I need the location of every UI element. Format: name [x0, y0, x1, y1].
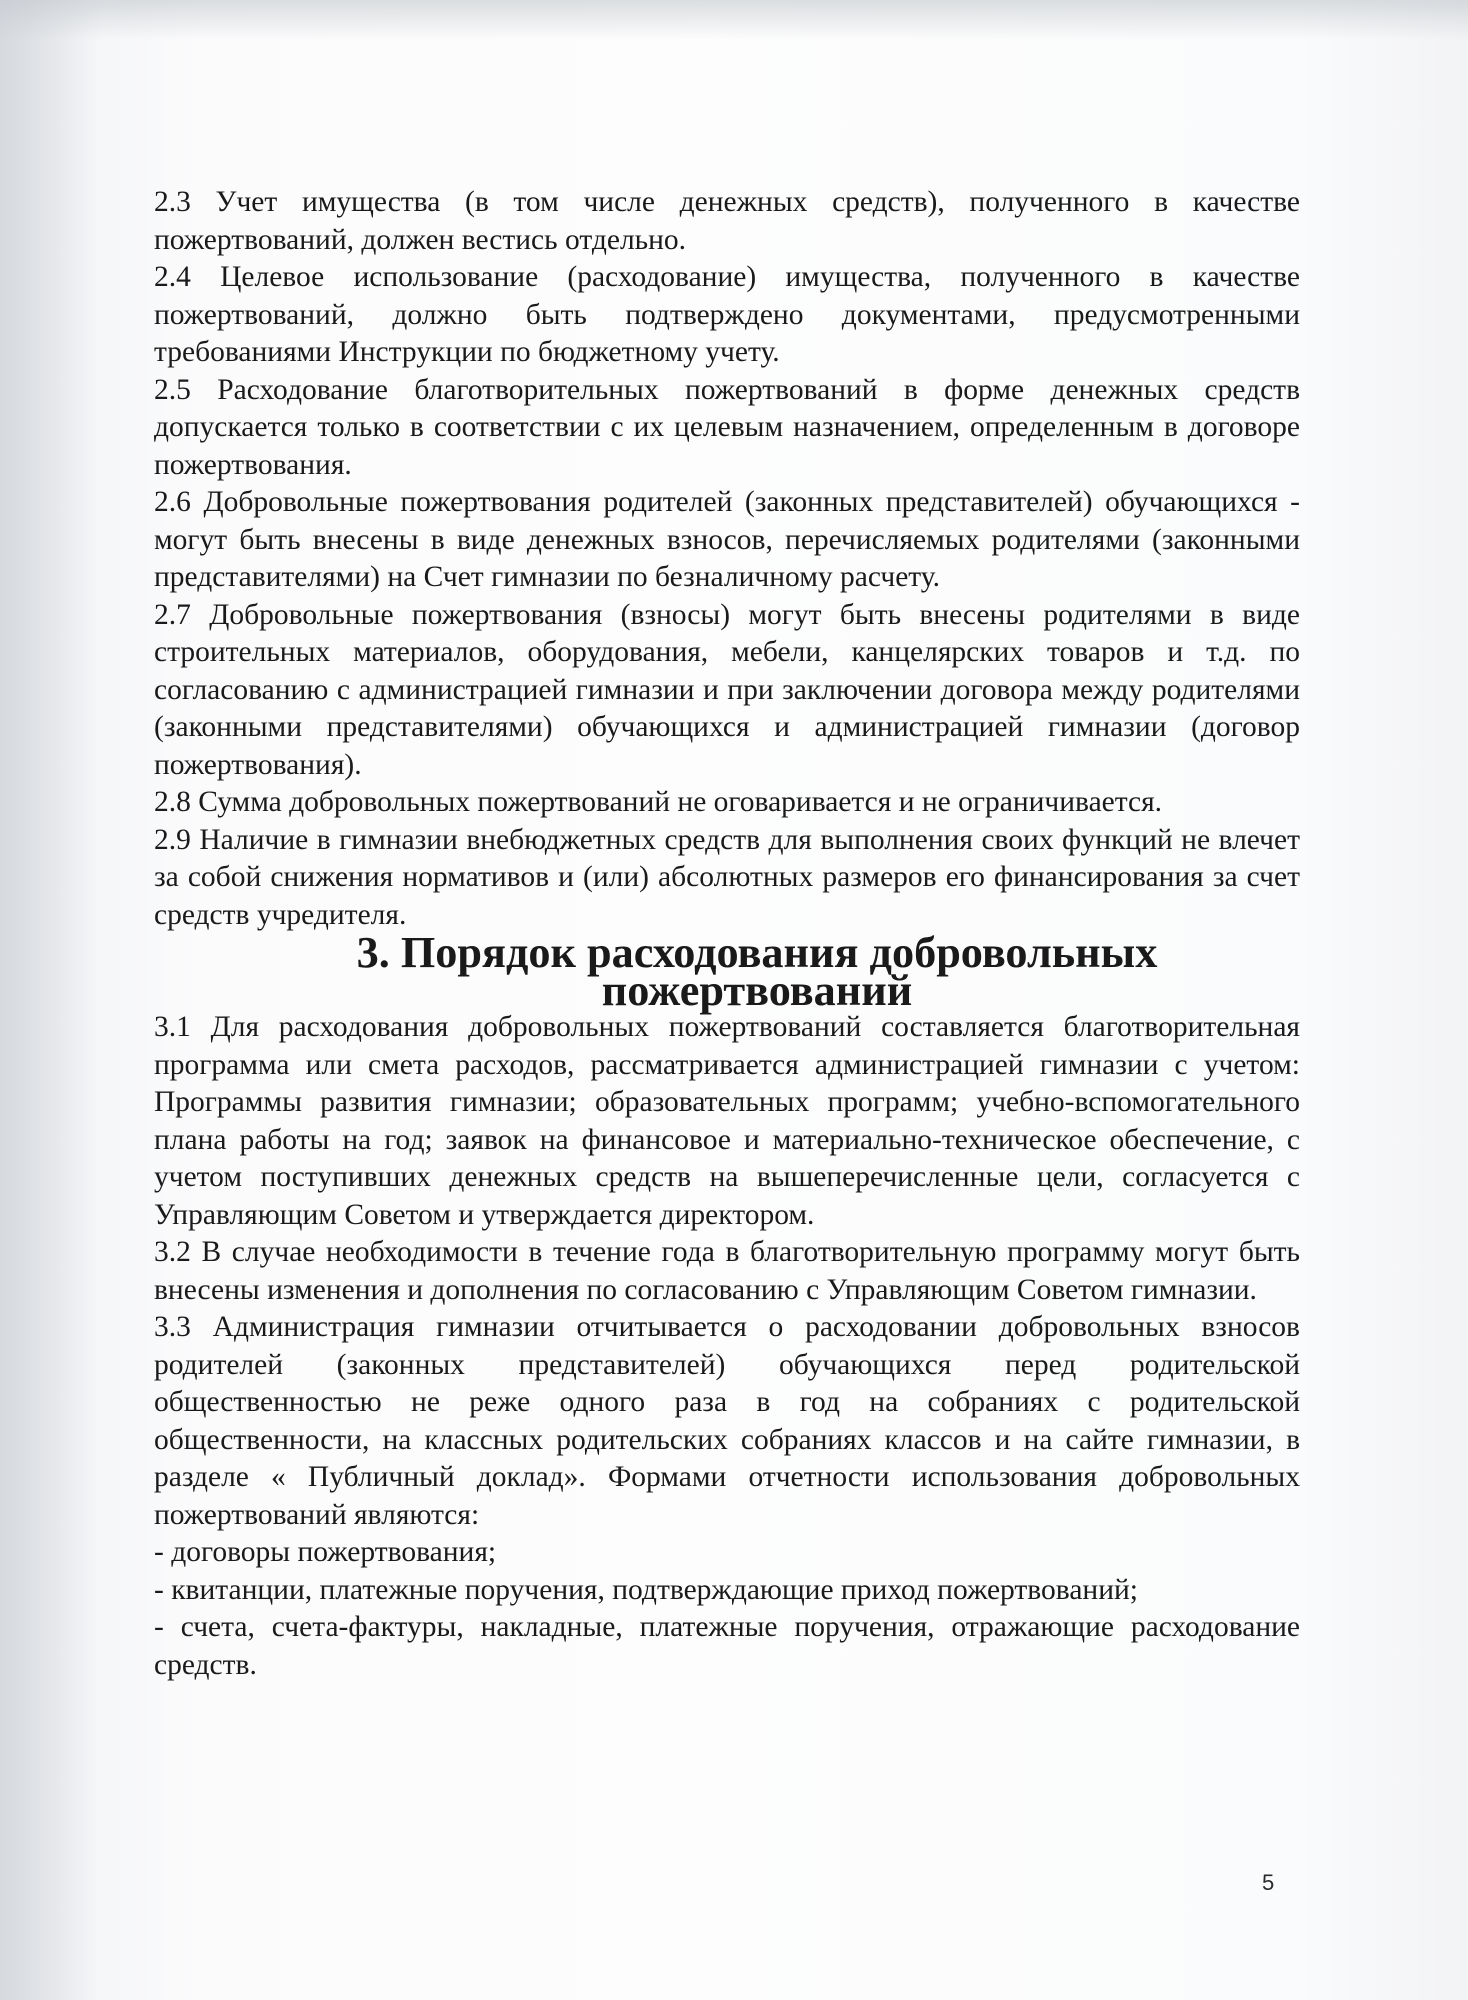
paragraph-2-7: 2.7 Добровольные пожертвования (взносы) могут быть внесены родителями в виде строительных материалов, оборудования, мебели, канцелярских товаров и т.д. по согласованию с администрацией гимназии и при заключении договора между родителями (законными представителями) обучающихся и администрацией гимназии (договор пожертвования).: [154, 598, 1300, 781]
paragraph-2-4: 2.4 Целевое использование (расходование) имущества, полученного в качестве пожертвований, должно быть подтверждено документами, предусмотренными требованиями Инструкции по бюджетному учету.: [154, 261, 1300, 368]
scan-top-shadow: [0, 0, 1468, 40]
document-body: [154, 184, 1300, 1684]
paragraph-2-3: 2.3 Учет имущества (в том числе денежных средств), полученного в качестве пожертвований, должен вестись отдельно.: [154, 186, 1300, 256]
paragraph-2-5: 2.5 Расходование благотворительных пожертвований в форме денежных средств допускается только в соответствии с их целевым назначением, определенным в договоре пожертвования.: [154, 373, 1300, 481]
list-item-invoices: - счета, счета-фактуры, накладные, платежные поручения, отражающие расходование средств.: [154, 1611, 1300, 1681]
paragraph-2-6: 2.6 Добровольные пожертвования родителей (законных представителей) обучающихся - могут быть внесены в виде денежных взносов, перечисляемых родителями (законными представителями) на Счет гимназии по безналичному расчету.: [154, 486, 1300, 593]
list-item-receipts: - квитанции, платежные поручения, подтверждающие приход пожертвований;: [154, 1573, 1138, 1606]
paragraph-2-9: 2.9 Наличие в гимназии внебюджетных средств для выполнения своих функций не влечет за собой снижения нормативов и (или) абсолютных размеров его финансирования за счет средств учредителя.: [154, 823, 1300, 931]
paragraph-3-2: 3.2 В случае необходимости в течение года в благотворительную программу могут быть внесены изменения и дополнения по согласованию с Управляющим Советом гимназии.: [154, 1236, 1300, 1306]
list-item-contracts: - договоры пожертвования;: [154, 1536, 497, 1568]
paragraph-3-1: 3.1 Для расходования добровольных пожертвований составляется благотворительная программа или смета расходов, рассматривается администрацией гимназии с учетом: Программы развития гимназии; образовательных программ; учебно-вспомогательного плана работы на год; заявок на финансовое и материально-техническое обеспечение, с учетом поступивших денежных средств на вышеперечисленные цели, согласуется с Управляющим Советом и утверждается директором.: [154, 1011, 1300, 1231]
paragraph-2-8: 2.8 Сумма добровольных пожертвований не оговаривается и не ограничивается.: [154, 786, 1163, 818]
page-number: 5: [1262, 1870, 1275, 1895]
paragraph-3-3: 3.3 Администрация гимназии отчитывается о расходовании добровольных взносов родителей (законных представителей) обучающихся перед родительской общественностью не реже одного раза в год на собраниях с родительской общественности, на классных родительских собраниях классов и на сайте гимназии, в разделе « Публичный доклад». Формами отчетности использования добровольных пожертвований являются:: [154, 1311, 1300, 1531]
section-heading: 3. Порядок расходования добровольных пожертвований: [356, 928, 1158, 1015]
scan-left-shadow: [0, 0, 100, 2000]
